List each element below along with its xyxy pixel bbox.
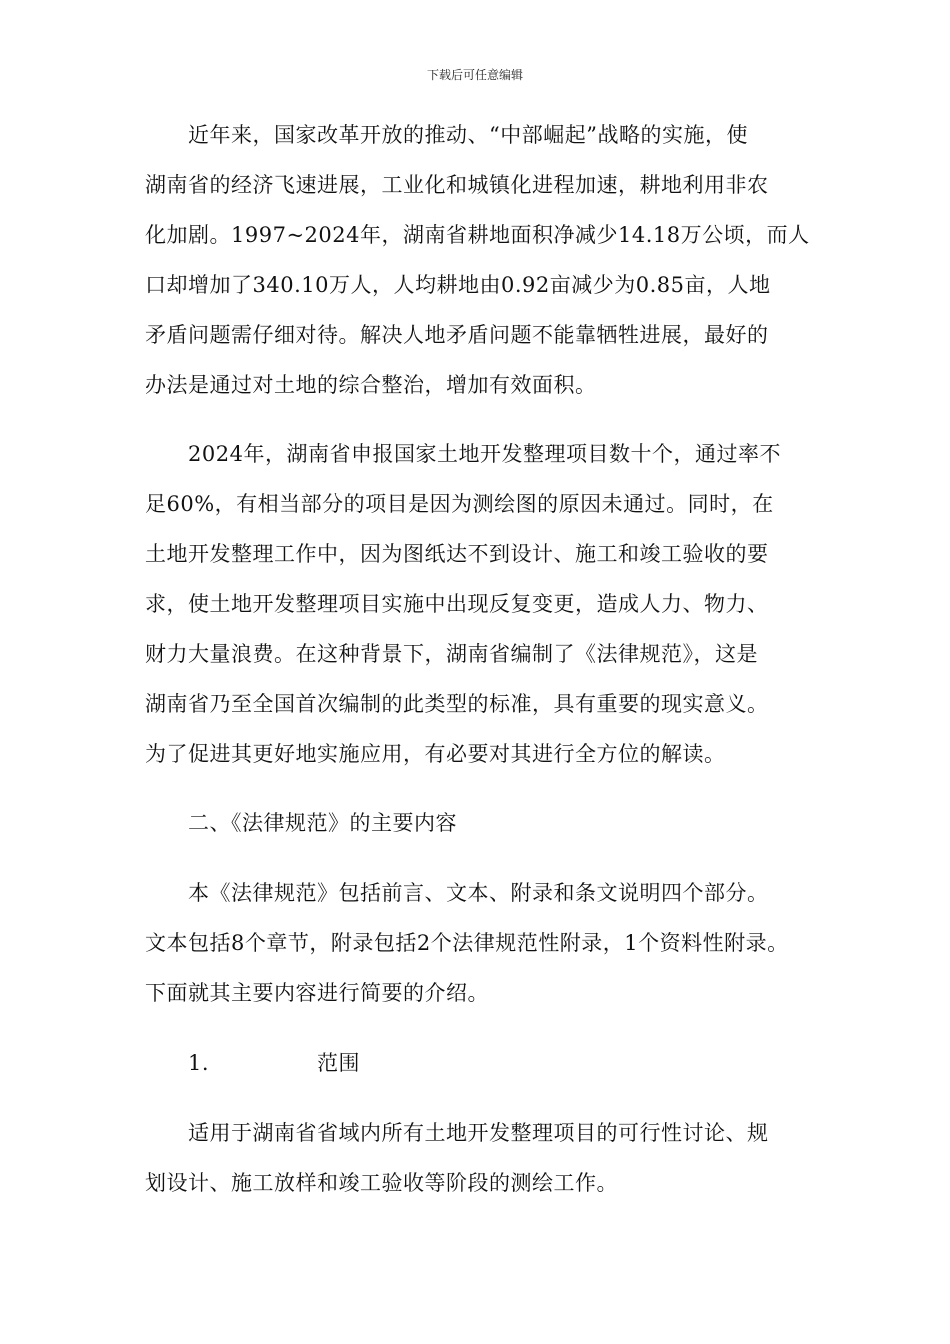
paragraph-4-line-1: 适用于湖南省省域内所有土地开发整理项目的可行性讨论、规 <box>188 1121 769 1145</box>
paragraph-2-line-5: 财力大量浪费。在这种背景下，湖南省编制了《法律规范》，这是 <box>145 642 758 666</box>
subsection-heading <box>188 1050 360 1076</box>
paragraph-1-line-6: 办法是通过对土地的综合整治，增加有效面积。 <box>145 373 597 397</box>
page-header: 下载后可任意编辑 <box>426 68 523 82</box>
paragraph-1-line-5: 矛盾问题需仔细对待。解决人地矛盾问题不能靠牺牲进展，最好的 <box>145 323 769 347</box>
paragraph-2-line-2: 足60%，有相当部分的项目是因为测绘图的原因未通过。同时，在 <box>145 492 774 516</box>
paragraph-4-line-2: 划设计、施工放样和竣工验收等阶段的测绘工作。 <box>145 1171 618 1195</box>
paragraph-2-line-4: 求，使土地开发整理项目实施中出现反复变更，造成人力、物力、 <box>145 592 769 616</box>
paragraph-2-line-3: 土地开发整理工作中，因为图纸达不到设计、施工和竣工验收的要 <box>145 542 769 566</box>
subsection-title: 范围 <box>317 1051 361 1075</box>
paragraph-1-line-1: 近年来，国家改革开放的推动、“中部崛起”战略的实施，使 <box>188 123 748 147</box>
paragraph-1-line-2: 湖南省的经济飞速进展，工业化和城镇化进程加速，耕地利用非农 <box>145 173 769 197</box>
paragraph-1-line-4: 口却增加了340.10万人，人均耕地由0.92亩减少为0.85亩，人地 <box>145 273 771 297</box>
paragraph-3-line-1: 本《法律规范》包括前言、文本、附录和条文说明四个部分。 <box>188 881 769 905</box>
paragraph-2-line-7: 为了促进其更好地实施应用，有必要对其进行全方位的解读。 <box>145 742 726 766</box>
paragraph-2-line-1: 2024年，湖南省申报国家土地开发整理项目数十个，通过率不 <box>188 442 781 466</box>
paragraph-3-line-2: 文本包括8个章节，附录包括2个法律规范性附录，1个资料性附录。 <box>145 931 789 955</box>
section-heading: 二、《法律规范》的主要内容 <box>188 811 457 835</box>
paragraph-3-line-3: 下面就其主要内容进行简要的介绍。 <box>145 981 489 1005</box>
subsection-number: 1. <box>188 1051 210 1075</box>
paragraph-2-line-6: 湖南省乃至全国首次编制的此类型的标准，具有重要的现实意义。 <box>145 692 769 716</box>
paragraph-1-line-3: 化加剧。1997~2024年，湖南省耕地面积净减少14.18万公顷，而人 <box>145 223 810 247</box>
